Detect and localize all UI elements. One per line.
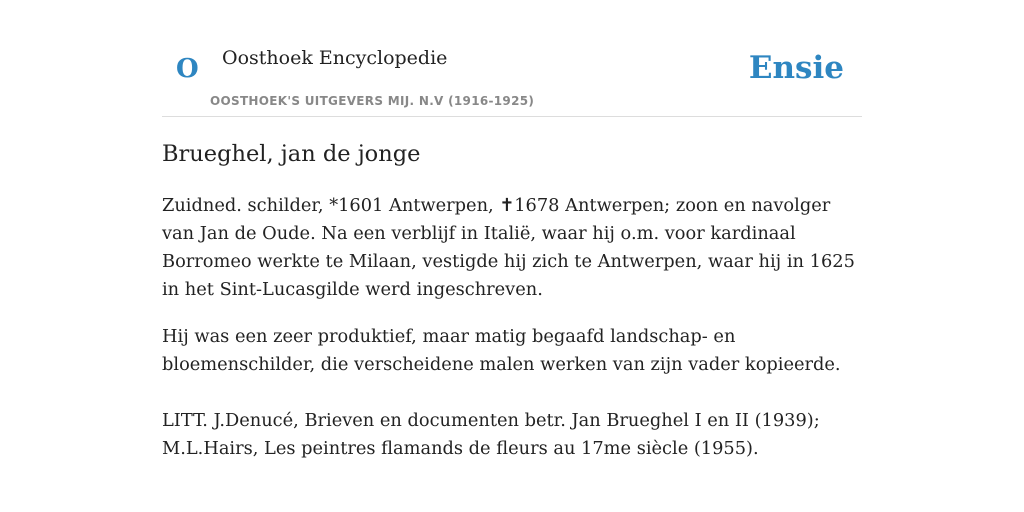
source-title-link[interactable]: Oosthoek Encyclopedie [222,47,448,69]
entry-paragraph: Zuidned. schilder, *1601 Antwerpen, ✝1678 Antwerpen; zoon en navolger van Jan de Oude. Na een verblijf in Italië, waar hij o.m. voor kardinaal Borromeo werkte te Milaan, vestigde hij zich te Antwerpen, waar hij in 1625 in het Sint-Lucasgilde werd ingeschreven. [162,195,855,300]
entry-title: Brueghel, jan de jonge [162,141,421,167]
entry-content [162,138,862,463]
entry-paragraph: Hij was een zeer produktief, maar matig begaafd landschap- en bloemenschilder, die verscheidene malen werken van zijn vader kopieerde. [162,326,841,375]
literature-line: LITT. J.Denucé, Brieven en documenten betr. Jan Brueghel I en II (1939); [162,410,820,431]
literature-reference [162,407,862,463]
source-logo-icon: O [176,54,199,84]
brand-logo-link[interactable]: Ensie [748,50,844,86]
literature-line: M.L.Hairs, Les peintres flamands de fleurs au 17me siècle (1955). [162,438,759,459]
source-header [162,40,862,117]
publisher-label: OOSTHOEK'S UITGEVERS MIJ. N.V (1916-1925) [210,94,535,108]
